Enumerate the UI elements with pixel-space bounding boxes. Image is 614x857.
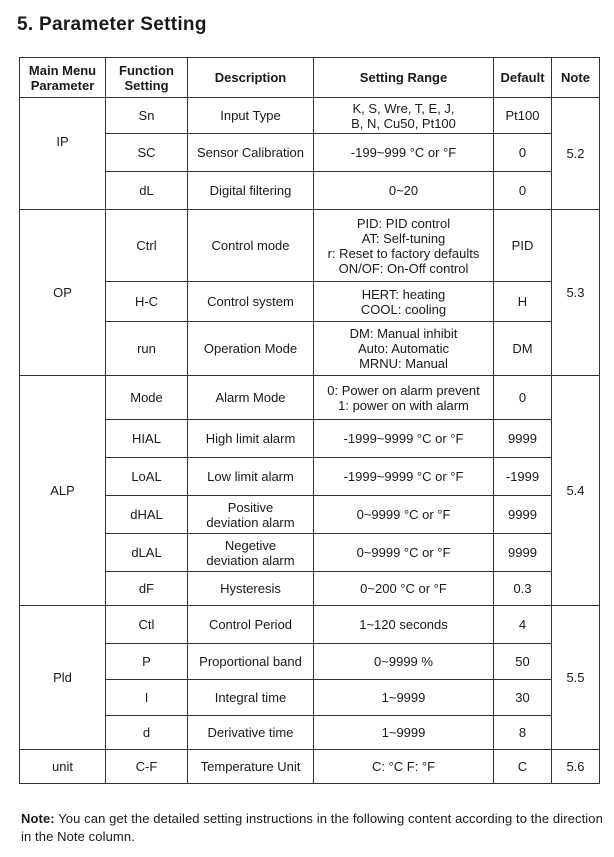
description-line: deviation alarm — [206, 552, 295, 568]
setting-range-line: r: Reset to factory defaults — [327, 245, 480, 261]
description-cell — [188, 458, 314, 496]
default-cell: PID — [494, 210, 552, 282]
function-cell: HIAL — [106, 420, 188, 458]
function-cell: dLAL — [106, 534, 188, 572]
table-row — [20, 420, 600, 458]
description-line: deviation alarm — [206, 514, 295, 530]
function-cell: LoAL — [106, 458, 188, 496]
setting-range-line: AT: Self-tuning — [361, 230, 446, 246]
description-line: Positive — [227, 499, 274, 515]
description-line: Derivative time — [207, 725, 294, 740]
function-cell: I — [106, 680, 188, 716]
setting-range-cell — [314, 750, 494, 784]
setting-range-line: PID: PID control — [356, 215, 451, 231]
setting-range-line: 1~120 seconds — [359, 617, 448, 632]
function-cell: run — [106, 322, 188, 376]
default-cell: 8 — [494, 716, 552, 750]
description-line: Integral time — [214, 690, 287, 705]
table-row — [20, 716, 600, 750]
setting-range-cell — [314, 420, 494, 458]
footer-note-text: You can get the detailed setting instructions in the following content according to the direction in the Note column. — [21, 811, 603, 844]
description-cell — [188, 172, 314, 210]
setting-range-line: C: °C F: °F — [371, 759, 436, 774]
description-cell — [188, 750, 314, 784]
note-cell: 5.5 — [552, 606, 600, 750]
main-menu-cell: Pld — [20, 606, 106, 750]
default-cell: 0 — [494, 376, 552, 420]
main-menu-cell: unit — [20, 750, 106, 784]
setting-range-cell — [314, 322, 494, 376]
setting-range-cell — [314, 98, 494, 134]
note-cell: 5.6 — [552, 750, 600, 784]
setting-range-cell — [314, 282, 494, 322]
default-cell: Pt100 — [494, 98, 552, 134]
description-line: High limit alarm — [205, 431, 296, 446]
description-cell — [188, 322, 314, 376]
description-cell — [188, 572, 314, 606]
setting-range-cell — [314, 644, 494, 680]
table-row — [20, 572, 600, 606]
description-line: Proportional band — [199, 654, 302, 669]
description-line: Control Period — [208, 617, 293, 632]
table-row — [20, 134, 600, 172]
setting-range-line: B, N, Cu50, Pt100 — [351, 115, 456, 131]
description-cell — [188, 534, 314, 572]
page-title: 5. Parameter Setting — [17, 14, 207, 35]
header-note: Note — [552, 58, 600, 98]
description-line: Low limit alarm — [207, 469, 294, 484]
description-line: Alarm Mode — [215, 390, 286, 405]
function-cell: C-F — [106, 750, 188, 784]
description-line: Negetive — [224, 537, 277, 553]
default-cell: 30 — [494, 680, 552, 716]
header-main-menu: Main Menu Parameter — [20, 58, 106, 98]
table-row — [20, 644, 600, 680]
function-cell: P — [106, 644, 188, 680]
description-cell — [188, 496, 314, 534]
default-cell: H — [494, 282, 552, 322]
table-row — [20, 210, 600, 282]
function-cell: Sn — [106, 98, 188, 134]
default-cell: DM — [494, 322, 552, 376]
description-line: Hysteresis — [220, 581, 281, 596]
setting-range-line: 1~9999 — [381, 725, 426, 740]
setting-range-cell — [314, 172, 494, 210]
table-row — [20, 322, 600, 376]
description-line: Sensor Calibration — [197, 145, 304, 160]
default-cell: C — [494, 750, 552, 784]
description-cell — [188, 680, 314, 716]
function-cell: Ctl — [106, 606, 188, 644]
setting-range-cell — [314, 496, 494, 534]
header-description: Description — [188, 58, 314, 98]
main-menu-cell: ALP — [20, 376, 106, 606]
description-line: Control mode — [211, 238, 290, 253]
description-cell — [188, 282, 314, 322]
default-cell: 50 — [494, 644, 552, 680]
setting-range-line: 1~9999 — [381, 690, 426, 705]
setting-range-line: 0~9999 % — [374, 654, 433, 669]
table-header-row — [20, 58, 600, 98]
function-cell: dF — [106, 572, 188, 606]
setting-range-cell — [314, 134, 494, 172]
table-row — [20, 376, 600, 420]
description-line: Operation Mode — [203, 341, 298, 356]
table-row — [20, 282, 600, 322]
function-cell: dL — [106, 172, 188, 210]
table-row — [20, 750, 600, 784]
setting-range-cell — [314, 606, 494, 644]
table-row — [20, 534, 600, 572]
footer-note — [21, 810, 606, 846]
table-row — [20, 496, 600, 534]
setting-range-line: 0~9999 °C or °F — [356, 545, 451, 560]
table-row — [20, 680, 600, 716]
parameter-table — [19, 57, 600, 784]
note-cell: 5.4 — [552, 376, 600, 606]
description-cell — [188, 98, 314, 134]
description-cell — [188, 644, 314, 680]
setting-range-line: 0~9999 °C or °F — [356, 507, 451, 522]
description-cell — [188, 420, 314, 458]
setting-range-line: 0~200 °C or °F — [360, 581, 447, 596]
table-row — [20, 458, 600, 496]
footer-note-label: Note: — [21, 811, 55, 826]
setting-range-line: DM: Manual inhibit — [349, 326, 458, 341]
setting-range-line: -1999~9999 °C or °F — [343, 431, 464, 446]
header-setting-range: Setting Range — [314, 58, 494, 98]
setting-range-line: Auto: Automatic — [357, 341, 450, 356]
default-cell: 9999 — [494, 496, 552, 534]
function-cell: Mode — [106, 376, 188, 420]
default-cell: 9999 — [494, 420, 552, 458]
description-cell — [188, 376, 314, 420]
setting-range-line: MRNU: Manual — [359, 356, 448, 371]
header-default: Default — [494, 58, 552, 98]
description-cell — [188, 134, 314, 172]
setting-range-line: COOL: cooling — [360, 301, 447, 317]
function-cell: dHAL — [106, 496, 188, 534]
setting-range-line: -199~999 °C or °F — [350, 145, 457, 160]
setting-range-cell — [314, 376, 494, 420]
default-cell: -1999 — [494, 458, 552, 496]
description-line: Digital filtering — [209, 183, 292, 198]
setting-range-cell — [314, 716, 494, 750]
default-cell: 9999 — [494, 534, 552, 572]
setting-range-cell — [314, 210, 494, 282]
function-cell: SC — [106, 134, 188, 172]
default-cell: 0 — [494, 134, 552, 172]
function-cell: H-C — [106, 282, 188, 322]
setting-range-line: 0~20 — [388, 183, 419, 198]
setting-range-line: K, S, Wre, T, E, J, — [352, 100, 455, 116]
table-row — [20, 172, 600, 210]
header-function: Function Setting — [106, 58, 188, 98]
main-menu-cell: IP — [20, 98, 106, 210]
description-cell — [188, 210, 314, 282]
note-cell: 5.3 — [552, 210, 600, 376]
description-line: Temperature Unit — [200, 759, 301, 774]
setting-range-cell — [314, 534, 494, 572]
description-cell — [188, 606, 314, 644]
setting-range-line: 1: power on with alarm — [338, 397, 469, 413]
function-cell: Ctrl — [106, 210, 188, 282]
setting-range-line: ON/OF: On-Off control — [338, 260, 469, 276]
function-cell: d — [106, 716, 188, 750]
setting-range-line: HERT: heating — [361, 286, 446, 302]
table-row — [20, 98, 600, 134]
setting-range-line: -1999~9999 °C or °F — [343, 469, 464, 484]
note-cell: 5.2 — [552, 98, 600, 210]
default-cell: 0.3 — [494, 572, 552, 606]
setting-range-cell — [314, 572, 494, 606]
default-cell: 0 — [494, 172, 552, 210]
description-line: Control system — [207, 294, 294, 309]
setting-range-cell — [314, 458, 494, 496]
setting-range-line: 0: Power on alarm prevent — [327, 382, 480, 398]
description-cell — [188, 716, 314, 750]
description-line: Input Type — [220, 108, 281, 123]
table-row — [20, 606, 600, 644]
setting-range-cell — [314, 680, 494, 716]
main-menu-cell: OP — [20, 210, 106, 376]
default-cell: 4 — [494, 606, 552, 644]
